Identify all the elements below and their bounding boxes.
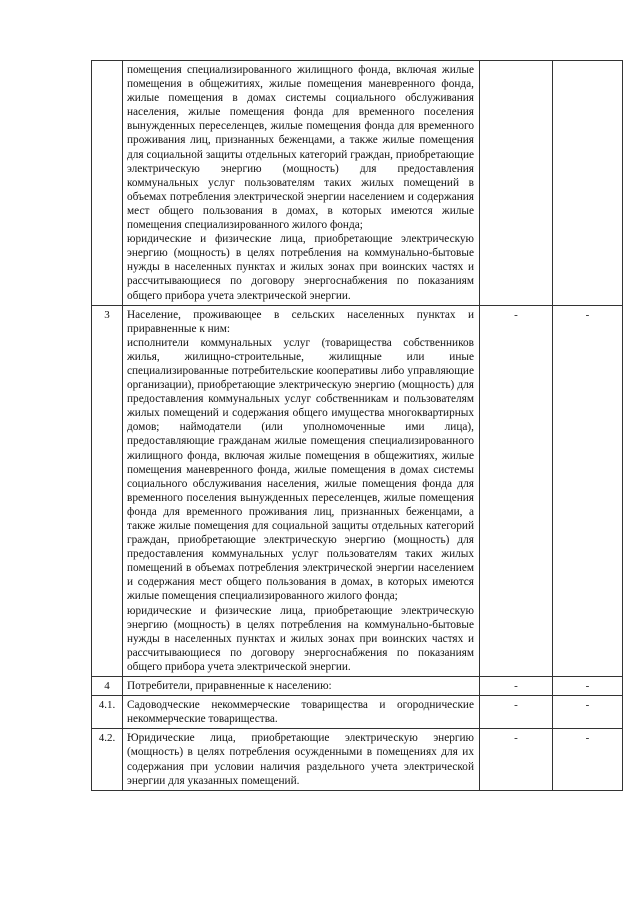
value-cell: -	[553, 305, 623, 676]
value-cell: -	[480, 696, 553, 729]
value-cell: -	[480, 677, 553, 696]
row-description	[123, 677, 480, 696]
paragraph: Население, проживающее в сельских населенных пунктах и приравненные к ним:	[127, 308, 474, 335]
paragraph: юридические и физические лица, приобретающие электрическую энергию (мощность) в целях потребления на коммунально-бытовые нужды в населенных пунктах и жилых зонах при воинских частях и рассчитывающиеся по договору энергоснабжения по показаниям общего прибора учета электрической энергии.	[127, 233, 474, 302]
table-row	[92, 729, 623, 790]
row-number: 4.2.	[92, 729, 123, 790]
row-number: 4.1.	[92, 696, 123, 729]
value-cell: -	[553, 696, 623, 729]
tariff-table	[91, 60, 623, 791]
paragraph: Потребители, приравненные к населению:	[127, 680, 332, 693]
value-cell: -	[480, 729, 553, 790]
table-row	[92, 61, 623, 306]
table-row	[92, 677, 623, 696]
paragraph: помещения специализированного жилищного фонда, включая жилые помещения в общежитиях, жилые помещения маневренного фонда, жилые помещения в домах системы социального обслуживания населения, жилые помещения фонда для временного поселения вынужденных переселенцев, жилые помещения фонда для временного проживания лиц, признанных беженцами, а также жилые помещения для социальной защиты отдельных категорий граждан, приобретающие электрическую энергию (мощность) для предоставления коммунальных услуг пользователям таких жилых помещений в объемах потребления электрической энергии населением и содержания мест общего пользования в домах, в которых имеются жилые помещения специализированного жилого фонда;	[127, 64, 474, 232]
row-description	[123, 696, 480, 729]
value-cell: -	[553, 677, 623, 696]
row-number: 3	[92, 305, 123, 676]
paragraph: юридические и физические лица, приобретающие электрическую энергию (мощность) в целях потребления на коммунально-бытовые нужды в населенных пунктах и жилых зонах при воинских частях и рассчитывающиеся по договору энергоснабжения по показаниям общего прибора учета электрической энергии.	[127, 604, 474, 673]
value-cell: -	[553, 729, 623, 790]
row-number	[92, 61, 123, 306]
row-description	[123, 61, 480, 306]
table-row	[92, 696, 623, 729]
value-cell: -	[480, 305, 553, 676]
row-description	[123, 305, 480, 676]
paragraph: Садоводческие некоммерческие товарищества и огороднические некоммерческие товарищества.	[127, 699, 474, 726]
paragraph: Юридические лица, приобретающие электрическую энергию (мощность) в целях потребления осужденными в помещениях для их содержания при условии наличия раздельного учета электрической энергии для указанных помещений.	[127, 732, 474, 787]
value-cell	[480, 61, 553, 306]
row-number: 4	[92, 677, 123, 696]
value-cell	[553, 61, 623, 306]
table-row	[92, 305, 623, 676]
paragraph: исполнители коммунальных услуг (товарищества собственников жилья, жилищно-строительные, жилищные или иные специализированные потребительские кооперативы либо управляющие организации), приобретающие электрическую энергию (мощность) для предоставления коммунальных услуг собственникам и пользователям жилых помещений и содержания общего имущества многоквартирных домов; наймодатели (или уполномоченные ими лица), предоставляющие гражданам жилые помещения специализированного жилищного фонда, включая жилые помещения в общежитиях, жилые помещения маневренного фонда, жилые помещения в домах системы социального обслуживания населения, жилые помещения фонда для временного поселения вынужденных переселенцев, жилые помещения фонда для временного проживания лиц, признанных беженцами, а также жилые помещения для социальной защиты отдельных категорий граждан, приобретающие электрическую энергию (мощность) для предоставления коммунальных услуг пользователям таких жилых помещений в объемах потребления электрической энергии населением и содержания мест общего пользования в домах, в которых имеются жилые помещения специализированного жилого фонда;	[127, 336, 474, 603]
row-description	[123, 729, 480, 790]
